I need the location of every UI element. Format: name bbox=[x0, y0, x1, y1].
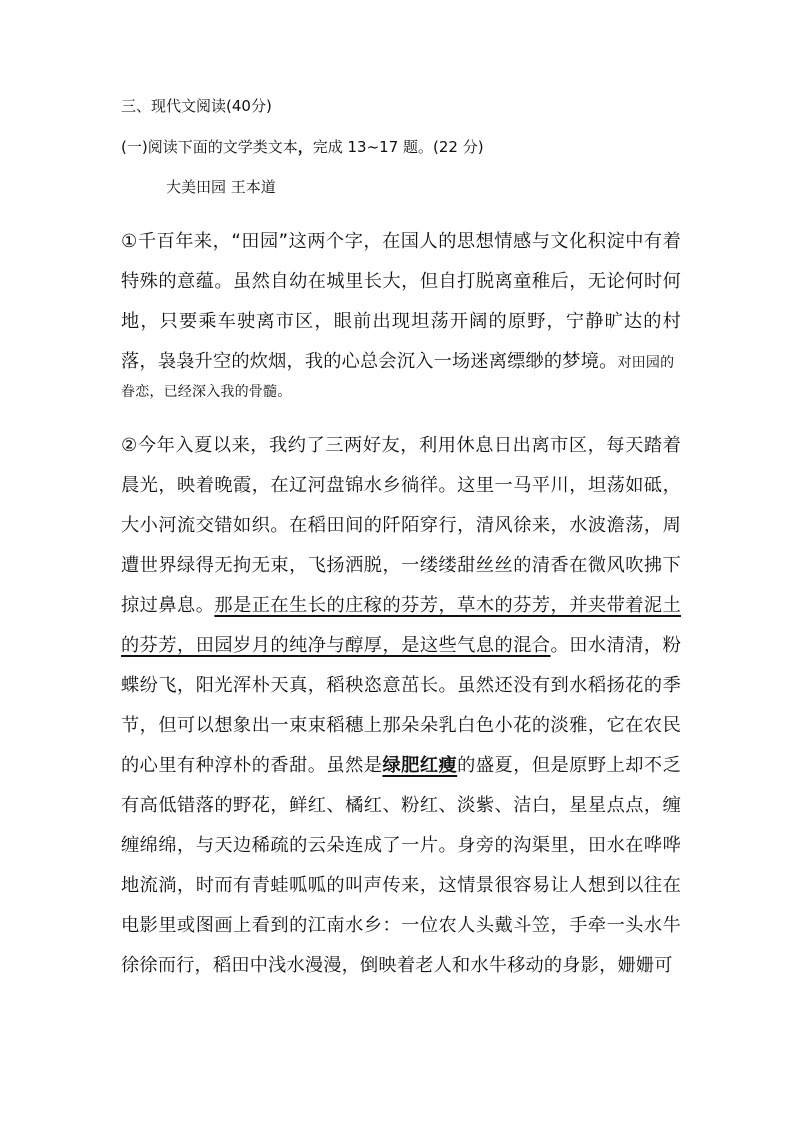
section-heading: 三、现代文阅读(40分) bbox=[121, 97, 272, 115]
paragraph-1-small: 对田园的 bbox=[617, 355, 675, 371]
underlined-sentence: 那是正在生长的庄稼的芬芳，草木的芬芳，并夹带着泥土的芬芳，田园岁月的纯净与醇厚，是这些气息的混合 bbox=[121, 595, 681, 656]
paragraph-2-part-3: 的盛夏，但是原野上却不乏有高低错落的野花，鲜红、橘红、粉红、淡紫、洁白，星星点点，缠缠绵绵，与天边稀疏的云朵连成了一片。身旁的沟渠里，田水在哗哗地流淌，时而有青蛙呱呱的叫声传来，这情景很容易让人想到以往在电影里或图画上看到的江南水乡：一位农人头戴斗笠，手牵一头水牛徐徐而行，稻田中浅水漫漫，倒映着老人和水牛移动的身影，姗姗可 bbox=[121, 755, 681, 976]
paragraph-1 bbox=[121, 222, 681, 406]
emphasized-phrase: 绿肥红瘦 bbox=[382, 755, 458, 776]
sub-heading-text-start: (一)阅读下面的文学类文本 bbox=[121, 138, 298, 156]
paragraph-2-part-1: ②今年入夏以来，我约了三两好友，利用休息日出离市区，每天踏着晨光，映着晚霞，在辽河盘锦水乡徜徉。这里一马平川，坦荡如砥，大小河流交错如织。在稻田间的阡陌穿行，清风徐来，水波澹荡，周遭世界绿得无拘无束，飞扬洒脱，一缕缕甜丝丝的清香在微风吹拂下掠过鼻息。 bbox=[121, 435, 681, 616]
sub-heading bbox=[121, 137, 484, 157]
paragraph-2-part-2: 。田水清清，粉蝶纷飞，阳光浑朴天真，稻秧恣意茁长。虽然还没有到水稻扬花的季节，但可以想象出一束束稻穗上那朵朵乳白色小花的淡雅，它在农民的心里有种淳朴的香甜。虽然是 bbox=[121, 635, 681, 776]
sub-heading-comma: ， bbox=[297, 138, 313, 156]
article-title: 大美田园 王本道 bbox=[166, 178, 276, 196]
paragraph-2 bbox=[121, 426, 681, 986]
sub-heading-text-end: 完成 13~17 题。(22 分) bbox=[312, 138, 484, 156]
paragraph-1-main: ①千百年来，“田园”这两个字，在国人的思想情感与文化积淀中有着特殊的意蕴。虽然自幼在城里长大，但自打脱离童稚后，无论何时何地，只要乘车驶离市区，眼前出现坦荡开阔的原野，宁静旷达的村落，袅袅升空的炊烟，我的心总会沉入一场迷离缥缈的梦境。 bbox=[121, 231, 681, 372]
paragraph-1-tail: 眷恋，已经深入我的骨髓。 bbox=[121, 384, 292, 400]
